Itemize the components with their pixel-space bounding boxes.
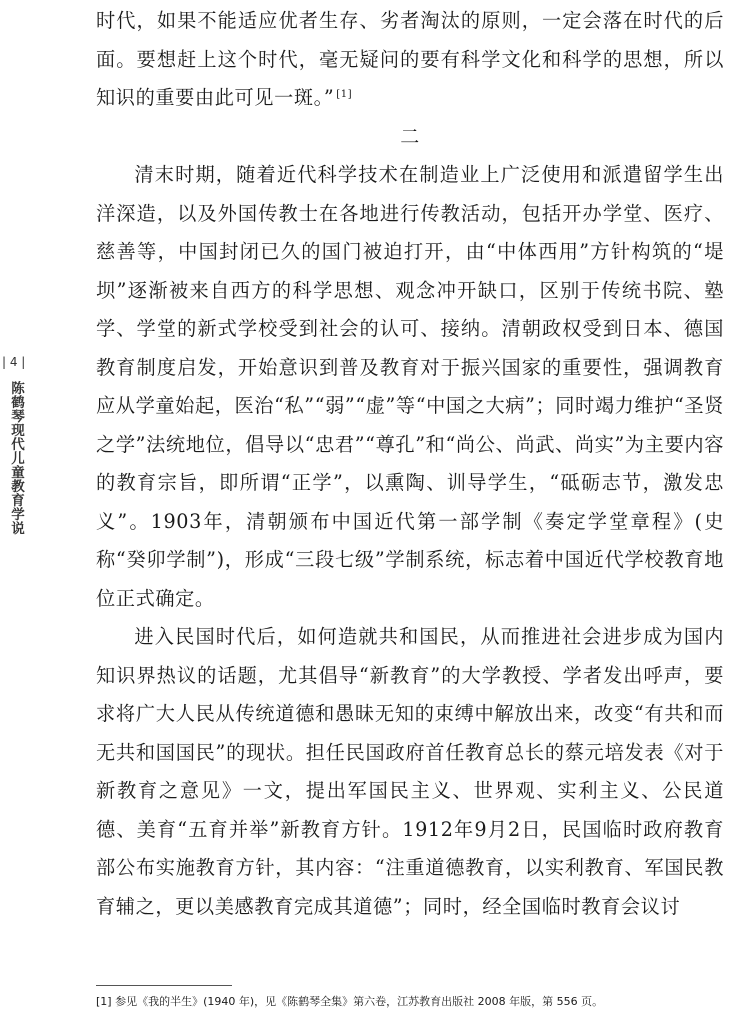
section-heading: 二 — [400, 125, 420, 148]
paragraph-republic: 进入民国时代后，如何造就共和国民，从而推进社会进步成为国内知识界热议的话题，尤其倡导“新教育”的大学教授、学者发出呼声，要求将广大人民从传统道德和愚昧无知的束缚中解放出来，改变“有共和而无共和国国民”的现状。担任民国政府首任教育总长的蔡元培发表《对于新教育之意见》一文，提出军国民主义、世界观、实利主义、公民道德、美育“五育并举”新教育方针。1912年9月2日，民国临时政府教育部公布实施教育方针，其内容：“注重道德教育，以实利教育、军国民教育辅之，更以美感教育完成其道德”；同时，经全国临时教育会议讨 — [96, 625, 724, 918]
body-text — [96, 2, 724, 926]
footnote: [1] 参见《我的半生》(1940 年)，见《陈鹤琴全集》第六卷，江苏教育出版社 2008 年版，第 556 页。 — [96, 995, 604, 1008]
paragraph-late-qing: 清末时期，随着近代科学技术在制造业上广泛使用和派遣留学生出洋深造，以及外国传教士在各地进行传教活动，包括开办学堂、医疗、慈善等，中国封闭已久的国门被迫打开，由“中体西用”方针构筑的“堤坝”逐渐被来自西方的科学思想、观念冲开缺口，区别于传统书院、塾学、学堂的新式学校受到社会的认可、接纳。清朝政权受到日本、德国教育制度启发，开始意识到普及教育对于振兴国家的重要性，强调教育应从学童始起，医治“私”“弱”“虚”等“中国之大病”；同时竭力维护“圣贤之学”法统地位，倡导以“忠君”“尊孔”和“尚公、尚武、尚实”为主要内容的教育宗旨，即所谓“正学”，以熏陶、训导学生，“砥砺志节，激发忠义”。1903年，清朝颁布中国近代第一部学制《奏定学堂章程》(史称“癸卯学制”)，形成“三段七级”学制系统，标志着中国近代学校教育地位正式确定。 — [96, 163, 724, 610]
footnote-reference[interactable]: [1] — [336, 88, 353, 100]
footnote-divider — [96, 985, 232, 986]
page-number: | 4 | — [2, 355, 26, 369]
running-book-title: 陈鹤琴现代儿童教育学说 — [8, 381, 24, 535]
continued-paragraph-text: 时代，如果不能适应优者生存、劣者淘汰的原则，一定会落在时代的后面。要想赶上这个时代，毫无疑问的要有科学文化和科学的思想，所以知识的重要由此可见一斑。” — [96, 9, 724, 109]
page-margin — [3, 355, 25, 535]
continued-paragraph — [96, 2, 724, 118]
